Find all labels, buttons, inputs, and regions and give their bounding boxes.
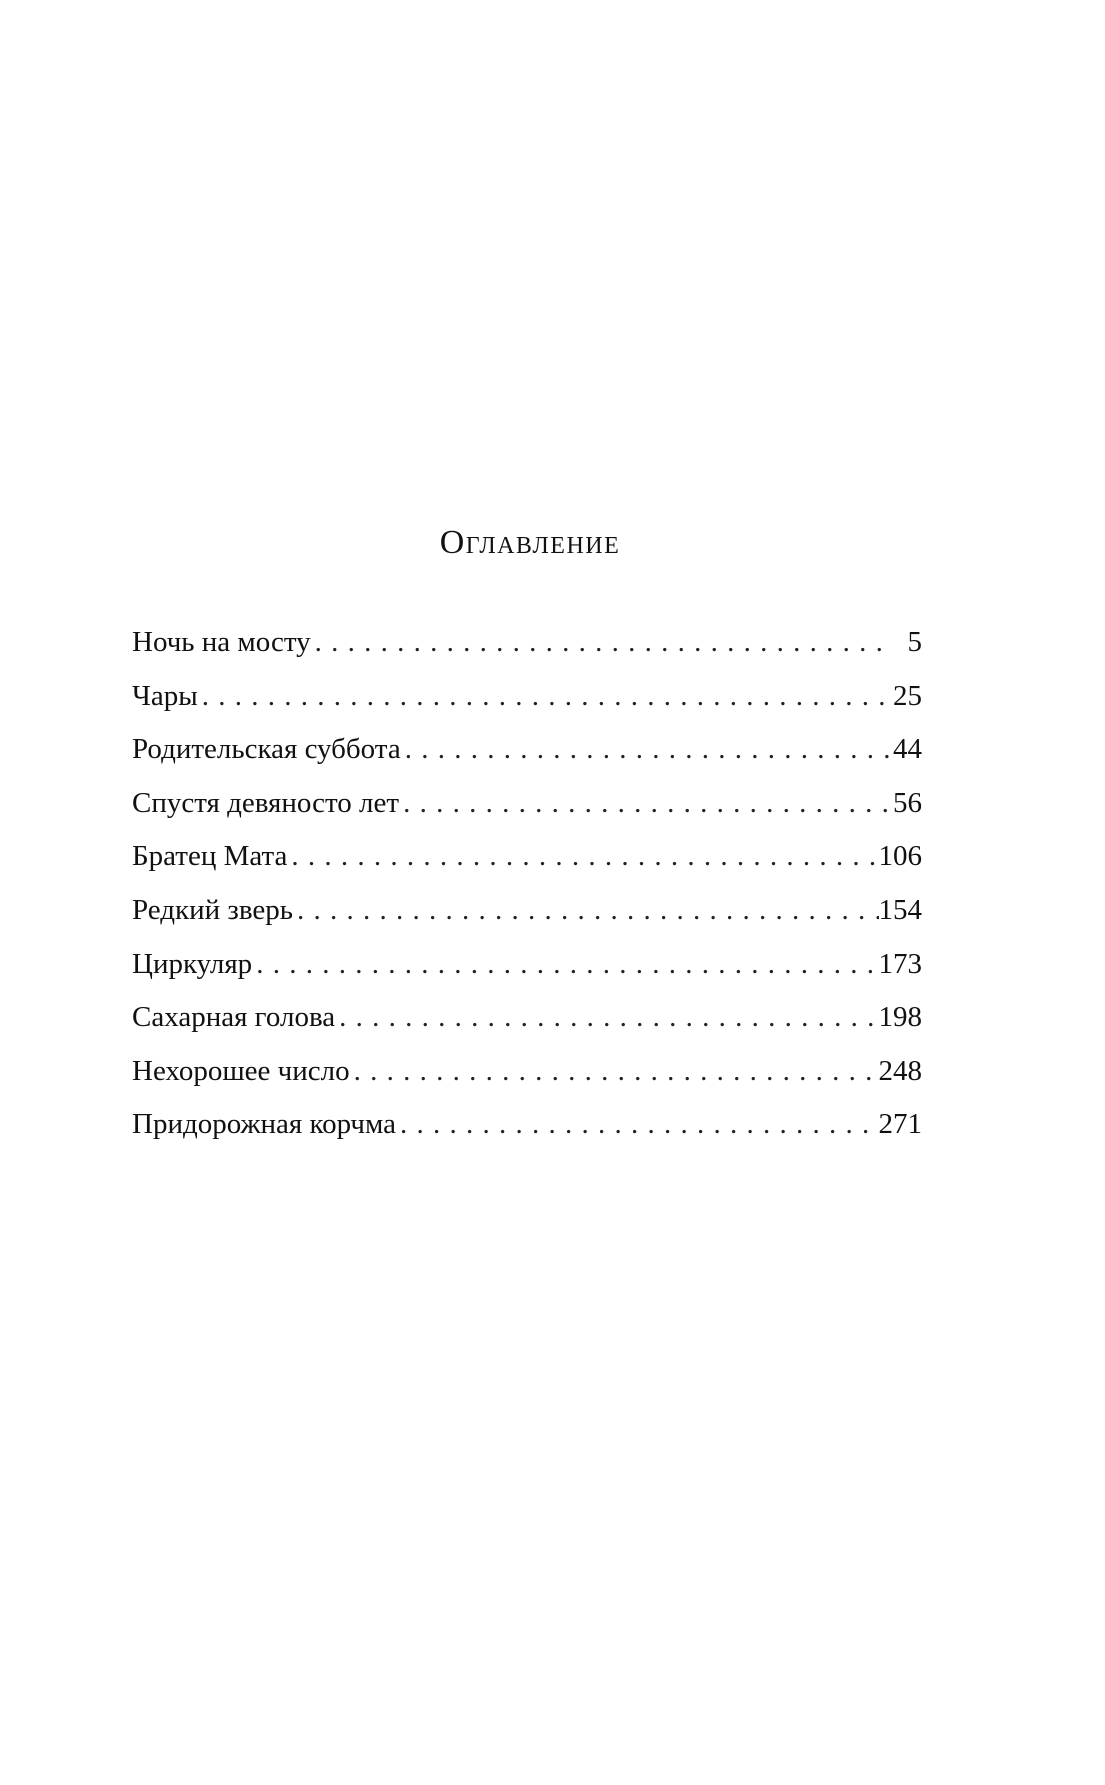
toc-list [132, 622, 922, 1158]
toc-entry [132, 944, 922, 998]
toc-entry-page: 248 [878, 1054, 922, 1087]
toc-entry-title: Придорожная корчма [132, 1108, 397, 1141]
dot-leader [252, 944, 878, 984]
toc-entry [132, 783, 922, 837]
dot-leader [311, 622, 892, 662]
toc-entry-title: Чары [132, 679, 198, 712]
dot-leader [198, 676, 892, 716]
toc-entry-page: 106 [878, 840, 922, 873]
toc-entry [132, 836, 922, 890]
toc-entry-title: Братец Мата [132, 840, 288, 873]
toc-entry-page: 56 [893, 786, 922, 819]
toc-entry [132, 1051, 922, 1105]
toc-entry-page: 198 [878, 1001, 922, 1034]
toc-entry-title: Родительская суббота [132, 733, 401, 766]
dot-leader [396, 1104, 878, 1144]
dot-leader [350, 1051, 879, 1091]
dot-leader [287, 836, 878, 876]
toc-heading: Оглавление [439, 524, 621, 561]
toc-entry-page: 44 [893, 733, 922, 766]
toc-entry [132, 1104, 922, 1158]
toc-entry-page: 25 [893, 679, 922, 712]
toc-entry-page: 173 [878, 947, 922, 980]
toc-entry-page: 271 [878, 1108, 922, 1141]
dot-leader [293, 890, 879, 930]
toc-entry-title: Редкий зверь [132, 893, 293, 926]
toc-entry [132, 997, 922, 1051]
toc-entry-title: Циркуляр [132, 947, 253, 980]
dot-leader [399, 783, 892, 823]
toc-entry-title: Спустя девяносто лет [132, 786, 400, 819]
toc-entry-page: 154 [878, 893, 922, 926]
toc-entry-page: 5 [907, 626, 922, 658]
toc-entry-title: Нехорошее число [132, 1054, 350, 1087]
toc-entry-title: Ночь на мосту [132, 626, 311, 658]
dot-leader [335, 997, 878, 1037]
toc-entry [132, 729, 922, 783]
toc-entry [132, 890, 922, 944]
toc-entry [132, 622, 922, 676]
toc-entry-title: Сахарная голова [132, 1001, 336, 1034]
toc-entry [132, 676, 922, 730]
dot-leader [401, 729, 892, 769]
